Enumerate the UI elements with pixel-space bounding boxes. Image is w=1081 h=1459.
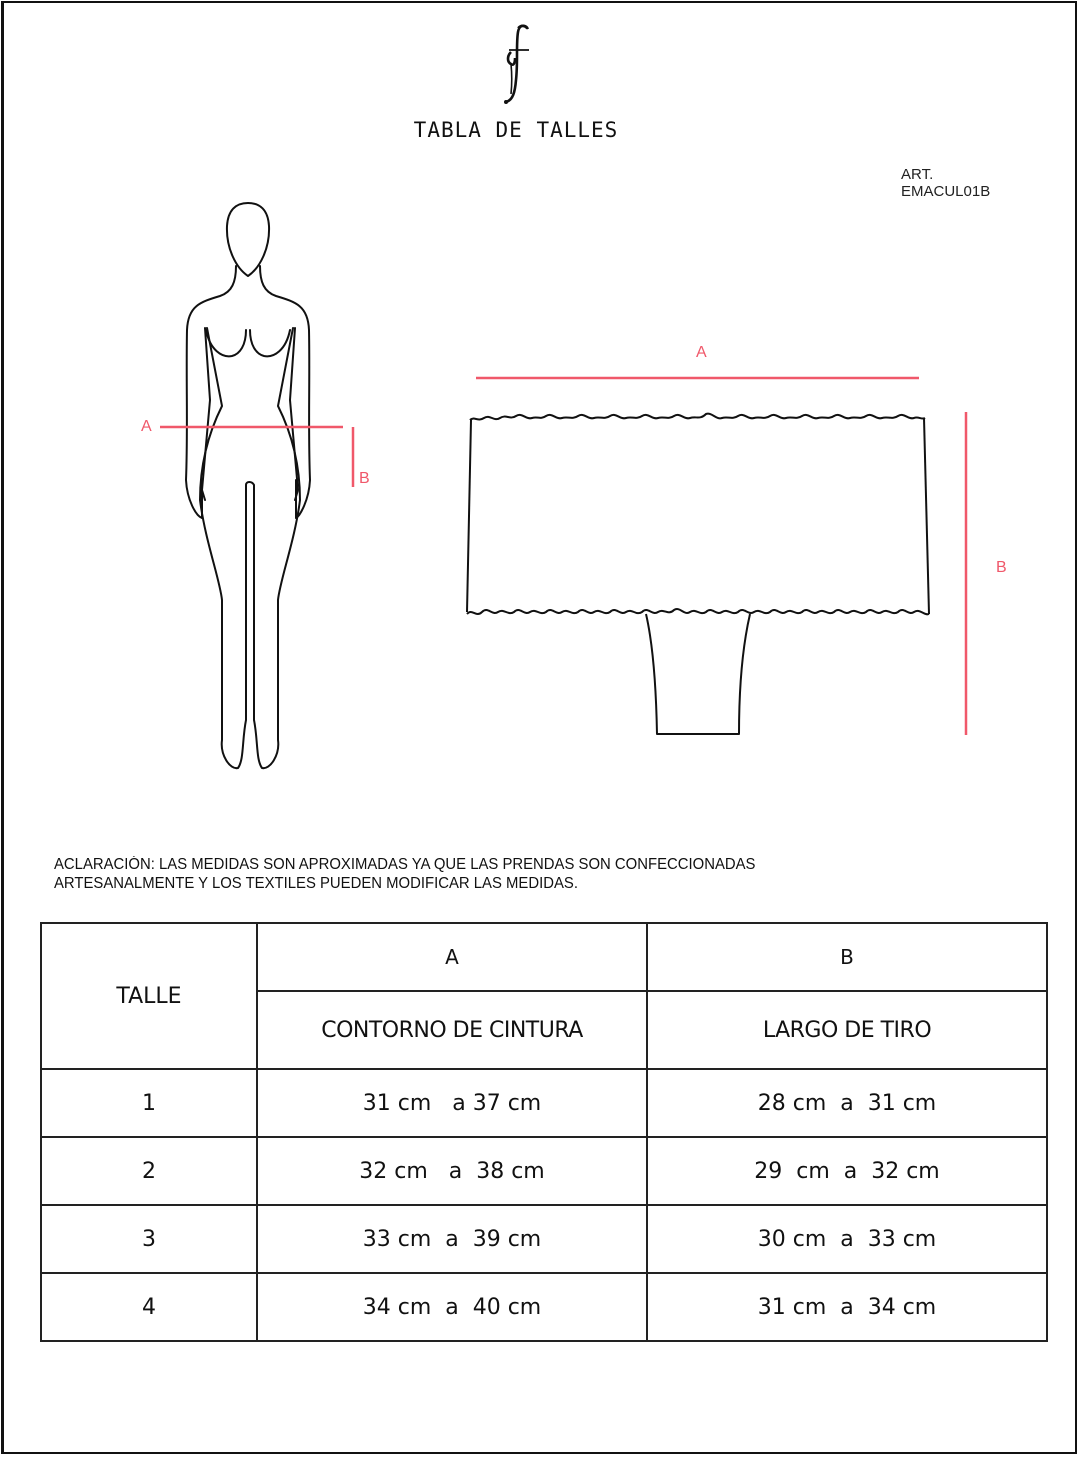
cell-largo-tiro: 30 cm a 33 cm: [647, 1205, 1047, 1273]
cell-largo-tiro: 31 cm a 34 cm: [647, 1273, 1047, 1341]
garment-label-b: B: [996, 559, 1007, 576]
header-col-b-name: LARGO DE TIRO: [647, 991, 1047, 1069]
size-table: [40, 922, 1048, 1342]
cell-talle: 2: [41, 1137, 257, 1205]
garment-diagram: [450, 330, 1030, 750]
cell-talle: 3: [41, 1205, 257, 1273]
article-number: EMACUL01B: [901, 183, 991, 200]
cell-talle: 4: [41, 1273, 257, 1341]
header-col-b-letter: B: [647, 923, 1047, 991]
table-row: [41, 1205, 1047, 1273]
disclaimer-line-2: ARTESANALMENTE Y LOS TEXTILES PUEDEN MODIFICAR LAS MEDIDAS.: [54, 875, 578, 892]
cell-talle: 1: [41, 1069, 257, 1137]
cell-contorno-cintura: 31 cm a 37 cm: [257, 1069, 647, 1137]
article-code: [901, 166, 990, 200]
header-col-a-name: CONTORNO DE CINTURA: [257, 991, 647, 1069]
disclaimer-note: [54, 855, 755, 893]
figure-label-a: A: [141, 418, 152, 435]
disclaimer-line-1: ACLARACIÓN: LAS MEDIDAS SON APROXIMADAS YA QUE LAS PRENDAS SON CONFECCIONADAS: [54, 856, 756, 873]
garment-label-a: A: [696, 344, 707, 361]
header-col-a-letter: A: [257, 923, 647, 991]
page-title: TABLA DE TALLES: [413, 118, 619, 142]
table-row: [41, 1273, 1047, 1341]
table-row: [41, 1069, 1047, 1137]
article-label: ART.: [901, 166, 934, 183]
table-row: [41, 1137, 1047, 1205]
figure-label-b: B: [359, 470, 370, 487]
cell-contorno-cintura: 33 cm a 39 cm: [257, 1205, 647, 1273]
cell-contorno-cintura: 32 cm a 38 cm: [257, 1137, 647, 1205]
brand-logo-icon: [497, 22, 537, 106]
table-header-row: [41, 923, 1047, 991]
cell-contorno-cintura: 34 cm a 40 cm: [257, 1273, 647, 1341]
body-figure-diagram: [130, 195, 390, 785]
header-talle: TALLE: [41, 923, 257, 1069]
cell-largo-tiro: 29 cm a 32 cm: [647, 1137, 1047, 1205]
cell-largo-tiro: 28 cm a 31 cm: [647, 1069, 1047, 1137]
